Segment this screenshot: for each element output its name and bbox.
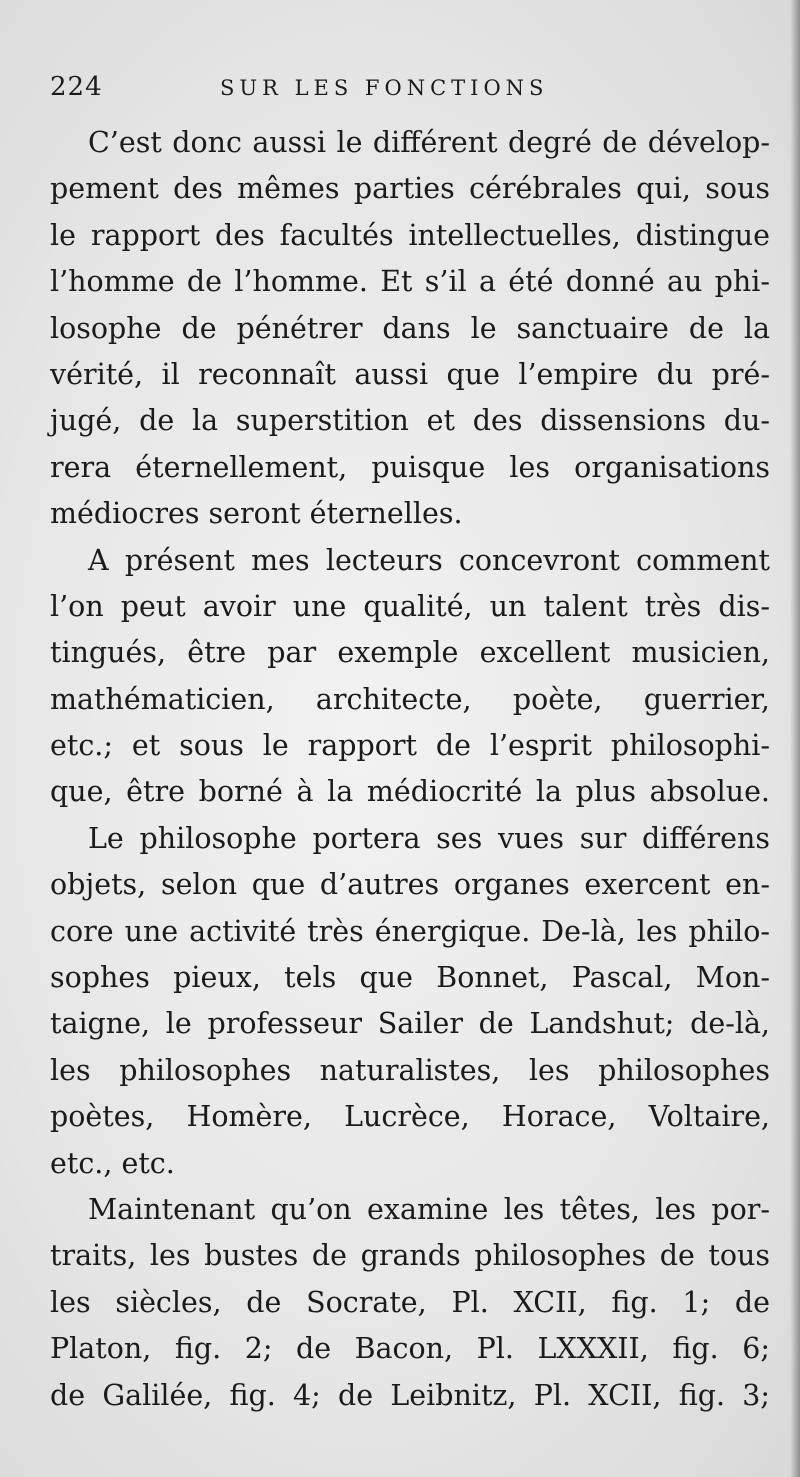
page-header bbox=[50, 72, 770, 112]
text-line: Maintenant qu’on examine les têtes, les por- bbox=[88, 1192, 770, 1226]
text-line: vérité, il reconnaît aussi que l’empire du pré- bbox=[50, 357, 770, 391]
text-line: l’on peut avoir une qualité, un talent très dis- bbox=[50, 589, 770, 623]
text-line: pement des mêmes parties cérébrales qui, sous bbox=[50, 172, 770, 206]
text-line: médiocres seront éternelles. bbox=[50, 497, 463, 531]
running-head: SUR LES FONCTIONS bbox=[220, 76, 549, 100]
text-line: Le philosophe portera ses vues sur différens bbox=[88, 821, 770, 855]
text-line: le rapport des facultés intellectuelles, distingue bbox=[50, 218, 770, 252]
text-line: C’est donc aussi le différent degré de dévelop- bbox=[88, 126, 770, 159]
text-line: de Galilée, fig. 4; de Leibnitz, Pl. XCII, fig. 3; bbox=[50, 1378, 770, 1412]
page-number: 224 bbox=[50, 72, 103, 102]
text-line: taigne, le professeur Sailer de Landshut; de-là, bbox=[50, 1007, 770, 1041]
text-line: jugé, de la superstition et des dissensions du- bbox=[50, 404, 770, 438]
text-line: que, être borné à la médiocrité la plus absolue. bbox=[50, 775, 770, 809]
text-line: rera éternellement, puisque les organisations bbox=[50, 450, 770, 484]
text-line: etc., etc. bbox=[50, 1146, 175, 1180]
text-line: les philosophes naturalistes, les philosophes bbox=[50, 1053, 770, 1087]
text-line: traits, les bustes de grands philosophes de tous bbox=[50, 1239, 770, 1273]
text-line: Platon, fig. 2; de Bacon, Pl. LXXXII, fig. 6; bbox=[50, 1332, 770, 1366]
text-line: core une activité très énergique. De-là, les philo- bbox=[50, 914, 770, 948]
body-text bbox=[50, 120, 770, 1419]
text-line: etc.; et sous le rapport de l’esprit philosophi- bbox=[50, 729, 770, 763]
paragraph-2 bbox=[50, 538, 770, 816]
text-line: poètes, Homère, Lucrèce, Horace, Voltaire, bbox=[50, 1100, 770, 1134]
text-line: tingués, être par exemple excellent musicien, bbox=[50, 636, 770, 670]
text-line: A présent mes lecteurs concevront comment bbox=[88, 543, 770, 577]
paragraph-4 bbox=[50, 1187, 770, 1419]
page-edge-shadow bbox=[790, 0, 800, 1477]
paragraph-3 bbox=[50, 816, 770, 1187]
text-line: sophes pieux, tels que Bonnet, Pascal, Mon- bbox=[50, 961, 770, 995]
text-line: l’homme de l’homme. Et s’il a été donné au phi- bbox=[50, 265, 770, 299]
text-line: les siècles, de Socrate, Pl. XCII, fig. 1; de bbox=[50, 1285, 770, 1319]
text-line: objets, selon que d’autres organes exercent en- bbox=[50, 868, 770, 902]
paragraph-1 bbox=[50, 120, 770, 538]
text-line: losophe de pénétrer dans le sanctuaire de la bbox=[50, 311, 770, 345]
text-line: mathématicien, architecte, poète, guerrier, bbox=[50, 682, 770, 716]
